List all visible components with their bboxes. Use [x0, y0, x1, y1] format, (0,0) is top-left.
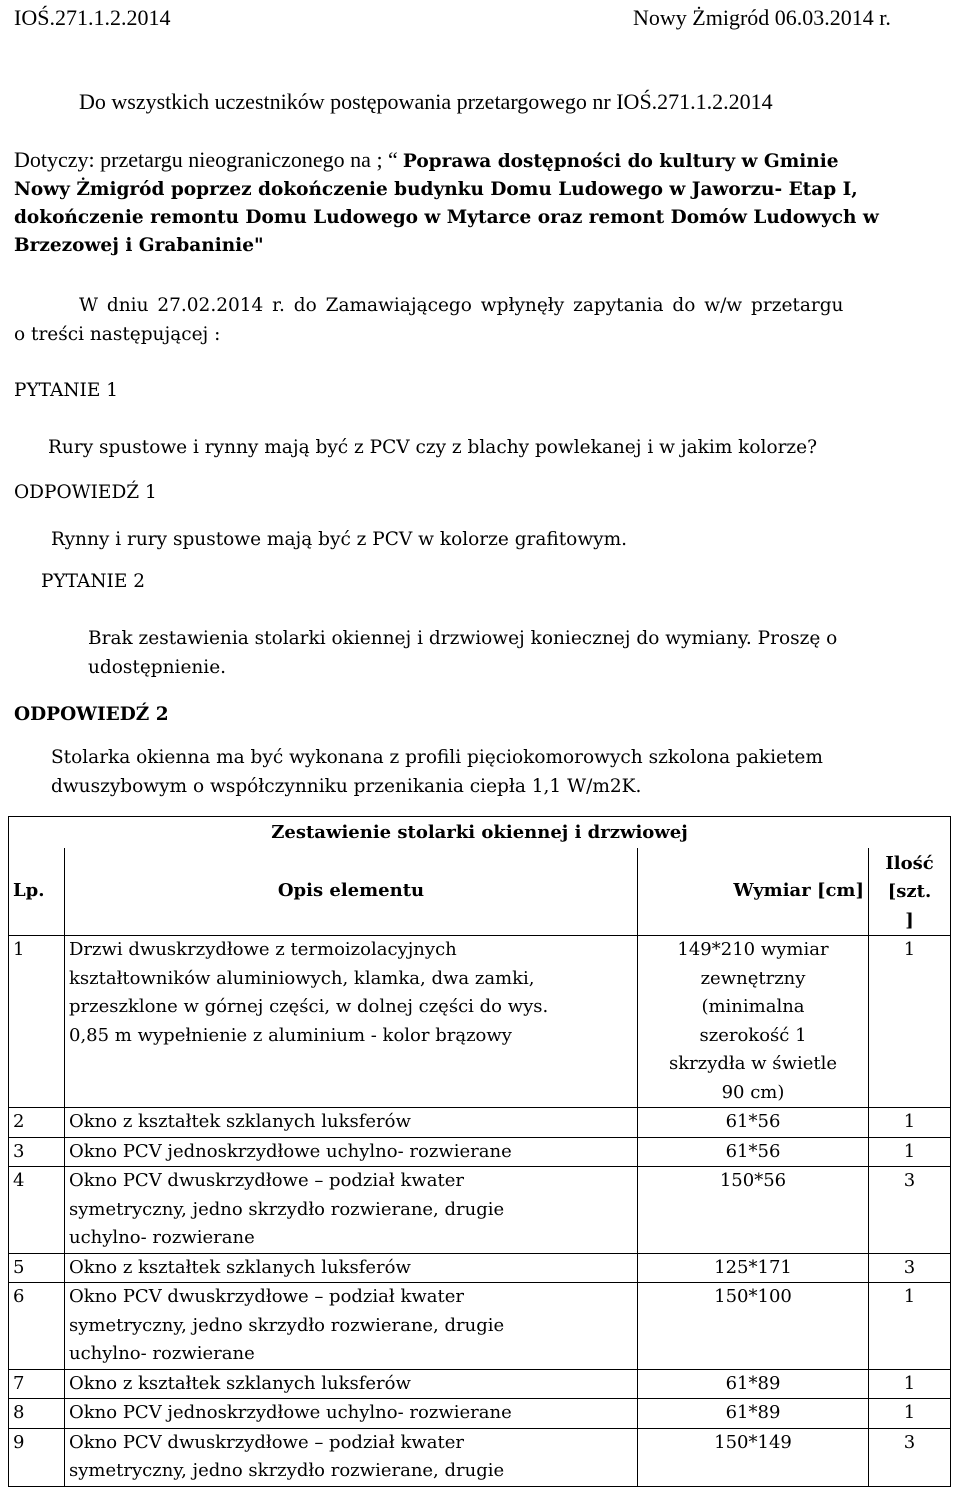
header-ilosc-line-1: Ilość — [885, 852, 934, 874]
cell-lp: 6 — [9, 1283, 65, 1370]
table-row — [9, 1428, 951, 1486]
answer-2-label: ODPOWIEDŹ 2 — [14, 704, 169, 725]
cell-ilosc: 3 — [869, 1428, 951, 1486]
cell-opis — [65, 1399, 638, 1429]
question-2-label: PYTANIE 2 — [41, 571, 145, 592]
intro-line-1: W dniu 27.02.2014 r. do Zamawiającego wpłynęły zapytania do w/w przetargu — [79, 295, 844, 316]
table-row — [9, 1399, 951, 1429]
cell-opis — [65, 1137, 638, 1167]
cell-opis-line: symetryczny, jedno skrzydło rozwierane, drugie — [69, 1198, 505, 1220]
cell-wymiar-line: 61*56 — [725, 1111, 781, 1132]
cell-wymiar — [638, 1399, 869, 1429]
cell-opis — [65, 1167, 638, 1254]
table-header-row — [9, 848, 951, 936]
cell-wymiar — [638, 1283, 869, 1370]
header-ilosc-line-3: ] — [905, 909, 914, 931]
subject-line-4: Brzezowej i Grabaninie" — [14, 235, 264, 256]
table-row — [9, 1369, 951, 1399]
cell-ilosc: 1 — [869, 1283, 951, 1370]
question-1-label: PYTANIE 1 — [14, 380, 118, 401]
subject-title-part-1: Poprawa dostępności do kultury w Gminie — [402, 151, 839, 172]
cell-wymiar-line: 150*149 — [714, 1431, 792, 1453]
answer-2-text-line-1: Stolarka okienna ma być wykonana z profili pięciokomorowych szkolona pakietem — [51, 747, 823, 768]
cell-opis-line: Drzwi dwuskrzydłowe z termoizolacyjnych — [69, 939, 457, 960]
cell-wymiar-line: (minimalna — [701, 996, 805, 1017]
cell-opis — [65, 1283, 638, 1370]
joinery-table — [8, 816, 951, 1487]
cell-opis-line: uchylno- rozwierane — [69, 1227, 255, 1248]
header-lp: Lp. — [9, 848, 65, 936]
table-caption-row — [9, 817, 951, 848]
cell-wymiar-line: skrzydła w świetle — [668, 1053, 838, 1074]
cell-opis-line: Okno z kształtek szklanych luksferów — [69, 1372, 411, 1394]
cell-ilosc: 1 — [869, 1108, 951, 1138]
table-row — [9, 1167, 951, 1254]
table-row — [9, 1253, 951, 1283]
subject-line-1 — [14, 146, 954, 176]
cell-lp: 5 — [9, 1253, 65, 1283]
cell-wymiar-line: 150*100 — [714, 1286, 792, 1307]
header-wymiar: Wymiar [cm] — [638, 848, 869, 936]
cell-opis-line: Okno PCV jednoskrzydłowe uchylno- rozwierane — [69, 1140, 512, 1162]
cell-lp: 3 — [9, 1137, 65, 1167]
addressee-line: Do wszystkich uczestników postępowania przetargowego nr IOŚ.271.1.2.2014 — [79, 89, 773, 114]
cell-wymiar — [638, 1137, 869, 1167]
question-2-text-line-1: Brak zestawienia stolarki okiennej i drzwiowej koniecznej do wymiany. Proszę o — [88, 628, 838, 649]
cell-wymiar — [638, 1167, 869, 1254]
cell-opis-line: Okno z kształtek szklanych luksferów — [69, 1111, 411, 1132]
cell-opis-line: uchylno- rozwierane — [69, 1343, 255, 1364]
cell-opis — [65, 936, 638, 1108]
cell-lp: 9 — [9, 1428, 65, 1486]
subject-line-3: dokończenie remontu Domu Ludowego w Mytarce oraz remont Domów Ludowych w — [14, 207, 879, 228]
subject-block — [14, 146, 954, 260]
table-row — [9, 1137, 951, 1167]
cell-wymiar-line: 90 cm) — [721, 1081, 785, 1103]
cell-ilosc: 3 — [869, 1167, 951, 1254]
cell-wymiar-line: 125*171 — [714, 1256, 792, 1278]
cell-opis — [65, 1108, 638, 1138]
cell-lp: 7 — [9, 1369, 65, 1399]
cell-wymiar — [638, 1428, 869, 1486]
intro-line-2: o treści następującej : — [14, 324, 221, 345]
cell-wymiar — [638, 936, 869, 1108]
cell-opis-line: symetryczny, jedno skrzydło rozwierane, drugie — [69, 1314, 505, 1336]
cell-wymiar-line: zewnętrzny — [700, 967, 806, 989]
cell-opis-line: Okno PCV jednoskrzydłowe uchylno- rozwierane — [69, 1402, 512, 1423]
cell-opis-line: Okno PCV dwuskrzydłowe – podział kwater — [69, 1170, 464, 1191]
header-opis: Opis elementu — [65, 848, 638, 936]
cell-wymiar-line: 61*89 — [725, 1372, 781, 1394]
cell-ilosc: 1 — [869, 936, 951, 1108]
cell-opis — [65, 1428, 638, 1486]
answer-2-text-line-2: dwuszybowym o współczynniku przenikania ciepła 1,1 W/m2K. — [51, 776, 642, 797]
place-and-date: Nowy Żmigród 06.03.2014 r. — [633, 5, 891, 30]
cell-opis-line: symetryczny, jedno skrzydło rozwierane, drugie — [69, 1460, 505, 1481]
subject-intro: Dotyczy: przetargu nieograniczonego na ; “ — [14, 147, 398, 172]
table-row — [9, 1283, 951, 1370]
cell-opis-line: kształtowników aluminiowych, klamka, dwa zamki, — [69, 967, 535, 989]
cell-ilosc: 1 — [869, 1137, 951, 1167]
cell-wymiar-line: 150*56 — [719, 1170, 787, 1191]
cell-wymiar — [638, 1253, 869, 1283]
answer-1-text: Rynny i rury spustowe mają być z PCV w kolorze grafitowym. — [51, 529, 628, 550]
cell-opis-line: Okno PCV dwuskrzydłowe – podział kwater — [69, 1431, 464, 1453]
question-1-text: Rury spustowe i rynny mają być z PCV czy z blachy powlekanej i w jakim kolorze? — [48, 437, 818, 458]
cell-lp: 4 — [9, 1167, 65, 1254]
cell-lp: 1 — [9, 936, 65, 1108]
cell-wymiar — [638, 1108, 869, 1138]
cell-ilosc: 3 — [869, 1253, 951, 1283]
header-ilosc — [869, 848, 951, 936]
cell-ilosc: 1 — [869, 1399, 951, 1429]
cell-lp: 2 — [9, 1108, 65, 1138]
cell-opis-line: przeszklone w górnej części, w dolnej części do wys. — [69, 996, 549, 1017]
table-row — [9, 1108, 951, 1138]
cell-lp: 8 — [9, 1399, 65, 1429]
document-reference: IOŚ.271.1.2.2014 — [14, 5, 171, 30]
cell-opis-line: Okno PCV dwuskrzydłowe – podział kwater — [69, 1286, 464, 1307]
table-row — [9, 936, 951, 1108]
answer-1-label: ODPOWIEDŹ 1 — [14, 482, 157, 503]
subject-line-2: Nowy Żmigród poprzez dokończenie budynku Domu Ludowego w Jaworzu- Etap I, — [14, 179, 858, 200]
cell-opis — [65, 1369, 638, 1399]
cell-ilosc: 1 — [869, 1369, 951, 1399]
cell-wymiar-line: 149*210 wymiar — [677, 939, 829, 960]
cell-opis-line: Okno z kształtek szklanych luksferów — [69, 1256, 411, 1278]
cell-wymiar-line: 61*56 — [725, 1140, 781, 1162]
header-ilosc-line-2: [szt. — [887, 881, 932, 902]
table-caption: Zestawienie stolarki okiennej i drzwiowej — [9, 817, 951, 848]
cell-wymiar — [638, 1369, 869, 1399]
question-2-text-line-2: udostępnienie. — [88, 657, 227, 678]
cell-wymiar-line: 61*89 — [725, 1402, 781, 1423]
cell-opis-line: 0,85 m wypełnienie z aluminium - kolor brązowy — [69, 1024, 512, 1046]
cell-opis — [65, 1253, 638, 1283]
cell-wymiar-line: szerokość 1 — [699, 1024, 807, 1046]
